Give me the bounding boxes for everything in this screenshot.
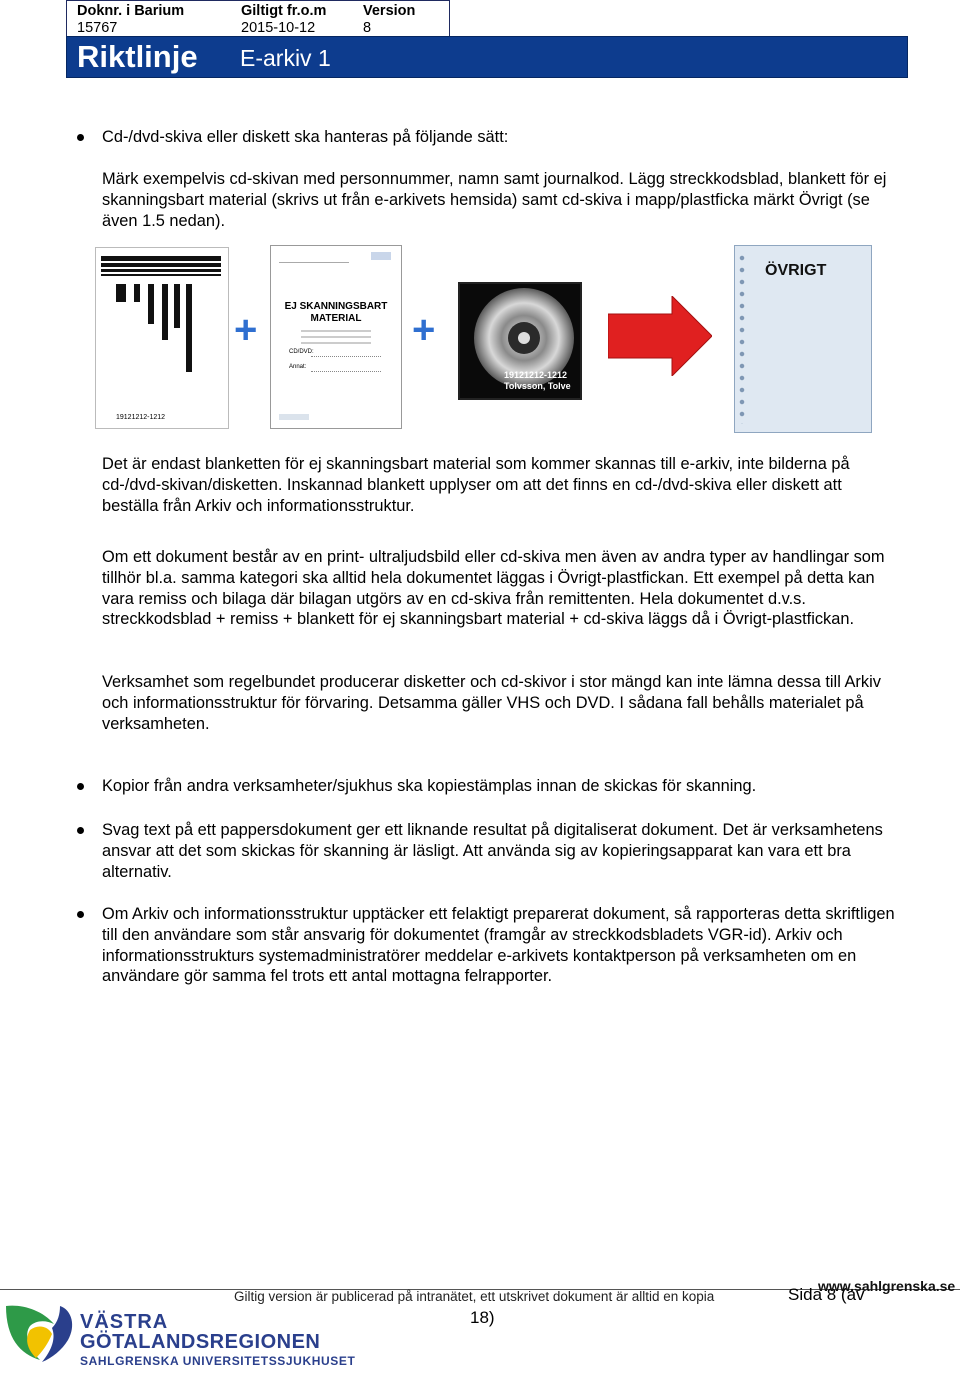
document-meta-box bbox=[66, 0, 450, 36]
footer-page-total: 18) bbox=[470, 1308, 495, 1327]
paragraph-marking: Märk exempelvis cd-skivan med personnummer, namn samt journalkod. Lägg streckkodsblad, blankett för ej skanningsbart material (skrivs ut från e-arkivets hemsida) samt cd-skiva i mapp/plastficka märkt Övrigt (se även 1.5 nedan). bbox=[102, 170, 887, 230]
bullet-copies: Kopior från andra verksamheter/sjukhus ska kopiestämplas innan de skickas för skanning. bbox=[102, 777, 757, 795]
paragraph-mixed-document: Om ett dokument består av en print- ultraljudsbild eller cd-skiva men även av andra typer av handlingar som tillhör bl.a. samma kategori ska alltid hela dokumentet läggas i Övrigt-plastfickan. Ett exempel på detta kan vara remiss och bilaga där bilagan utgörs av en cd-skiva från remittenten. Hela dokumentet d.v.s. streckkodsblad + remiss + blankett för ej skanningsbart material + cd-skiva läggs då i Övrigt-plastfickan. bbox=[102, 548, 885, 629]
doc-number-label: Doknr. i Barium bbox=[77, 3, 185, 19]
footer-page-number: Sida 8 (av bbox=[788, 1285, 865, 1304]
form-sheet-image bbox=[270, 245, 402, 429]
form-option-cd: CD/DVD: bbox=[289, 349, 314, 355]
title-band bbox=[66, 36, 908, 78]
vgr-logo-icon bbox=[2, 1300, 78, 1368]
paragraph-scanning-scope: Det är endast blanketten för ej skanningsbart material som kommer skannas till e-arkiv, inte bilderna på cd-/dvd-skivan/disketten. Inskannad blankett upplyser om att det finns en cd-/dvd-skiva eller diskett att beställa från Arkiv och informationsstruktur. bbox=[102, 455, 850, 515]
logo-text-line2: GÖTALANDSREGIONEN bbox=[80, 1331, 321, 1353]
ovrigt-folder-image bbox=[734, 245, 872, 433]
bullet-dot bbox=[77, 783, 84, 790]
bullet-weak-text: Svag text på ett pappersdokument ger ett liknande resultat på digitaliserat dokument. Det är verksamhetens ansvar att det som skickas för skanning är läsligt. Att använda sig av kopieringsapparat kan vara ett bra alternativ. bbox=[102, 821, 883, 881]
page-subtitle: E-arkiv 1 bbox=[240, 45, 331, 71]
bullet-cd-handling: Cd-/dvd-skiva eller diskett ska hanteras på följande sätt: bbox=[102, 128, 509, 146]
form-title-line2: MATERIAL bbox=[310, 313, 362, 324]
folder-label: ÖVRIGT bbox=[765, 262, 827, 279]
doc-number-value: 15767 bbox=[77, 20, 118, 36]
paragraph-bulk-media: Verksamhet som regelbundet producerar disketter och cd-skivor i stor mängd kan inte lämna dessa till Arkiv och informationsstruktur för förvaring. Detsamma gäller VHS och DVD. I sådana fall behålls materialet på verksamheten. bbox=[102, 673, 881, 733]
arrow-right-icon bbox=[608, 296, 712, 376]
footer-website-link[interactable]: www.sahlgrenska.se bbox=[818, 1278, 956, 1294]
plus-icon: + bbox=[412, 308, 436, 352]
bullet-dot bbox=[77, 827, 84, 834]
form-option-other: Annat: bbox=[289, 364, 307, 370]
page-title: Riktlinje bbox=[77, 39, 198, 74]
version-label: Version bbox=[363, 3, 416, 19]
barcode-sheet-id: 19121212-1212 bbox=[116, 414, 166, 421]
cd-label-id: 19121212-1212 bbox=[504, 370, 568, 380]
bullet-dot bbox=[77, 911, 84, 918]
plus-icon: + bbox=[234, 308, 258, 352]
form-title-line1: EJ SKANNINGSBART bbox=[284, 301, 388, 312]
footer-validity-note: Giltig version är publicerad på intranätet, ett utskrivet dokument är alltid en kopia bbox=[234, 1289, 715, 1304]
logo-text-line1: VÄSTRA bbox=[80, 1311, 169, 1333]
valid-from-value: 2015-10-12 bbox=[241, 20, 316, 36]
bullet-error-report: Om Arkiv och informationsstruktur upptäcker ett felaktigt preparerat dokument, så rapporteras detta skriftligen till den användare som står ansvarig för dokumentet (framgår av streckkodsbladets VGR-id). Arkiv och informationsstrukturs systemadministratörer meddelar e-arkivets kontaktperson på verksamheten om en användare gör samma fel trots ett antal mottagna felrapporter. bbox=[102, 905, 895, 986]
cd-label-name: Tolvsson, Tolve bbox=[504, 381, 571, 391]
bullet-dot bbox=[77, 134, 84, 141]
logo-text-line3: SAHLGRENSKA UNIVERSITETSSJUKHUSET bbox=[80, 1354, 356, 1368]
cd-case-image bbox=[458, 282, 582, 400]
valid-from-label: Giltigt fr.o.m bbox=[241, 3, 327, 19]
barcode-sheet-image bbox=[95, 247, 229, 429]
version-value: 8 bbox=[363, 20, 372, 36]
